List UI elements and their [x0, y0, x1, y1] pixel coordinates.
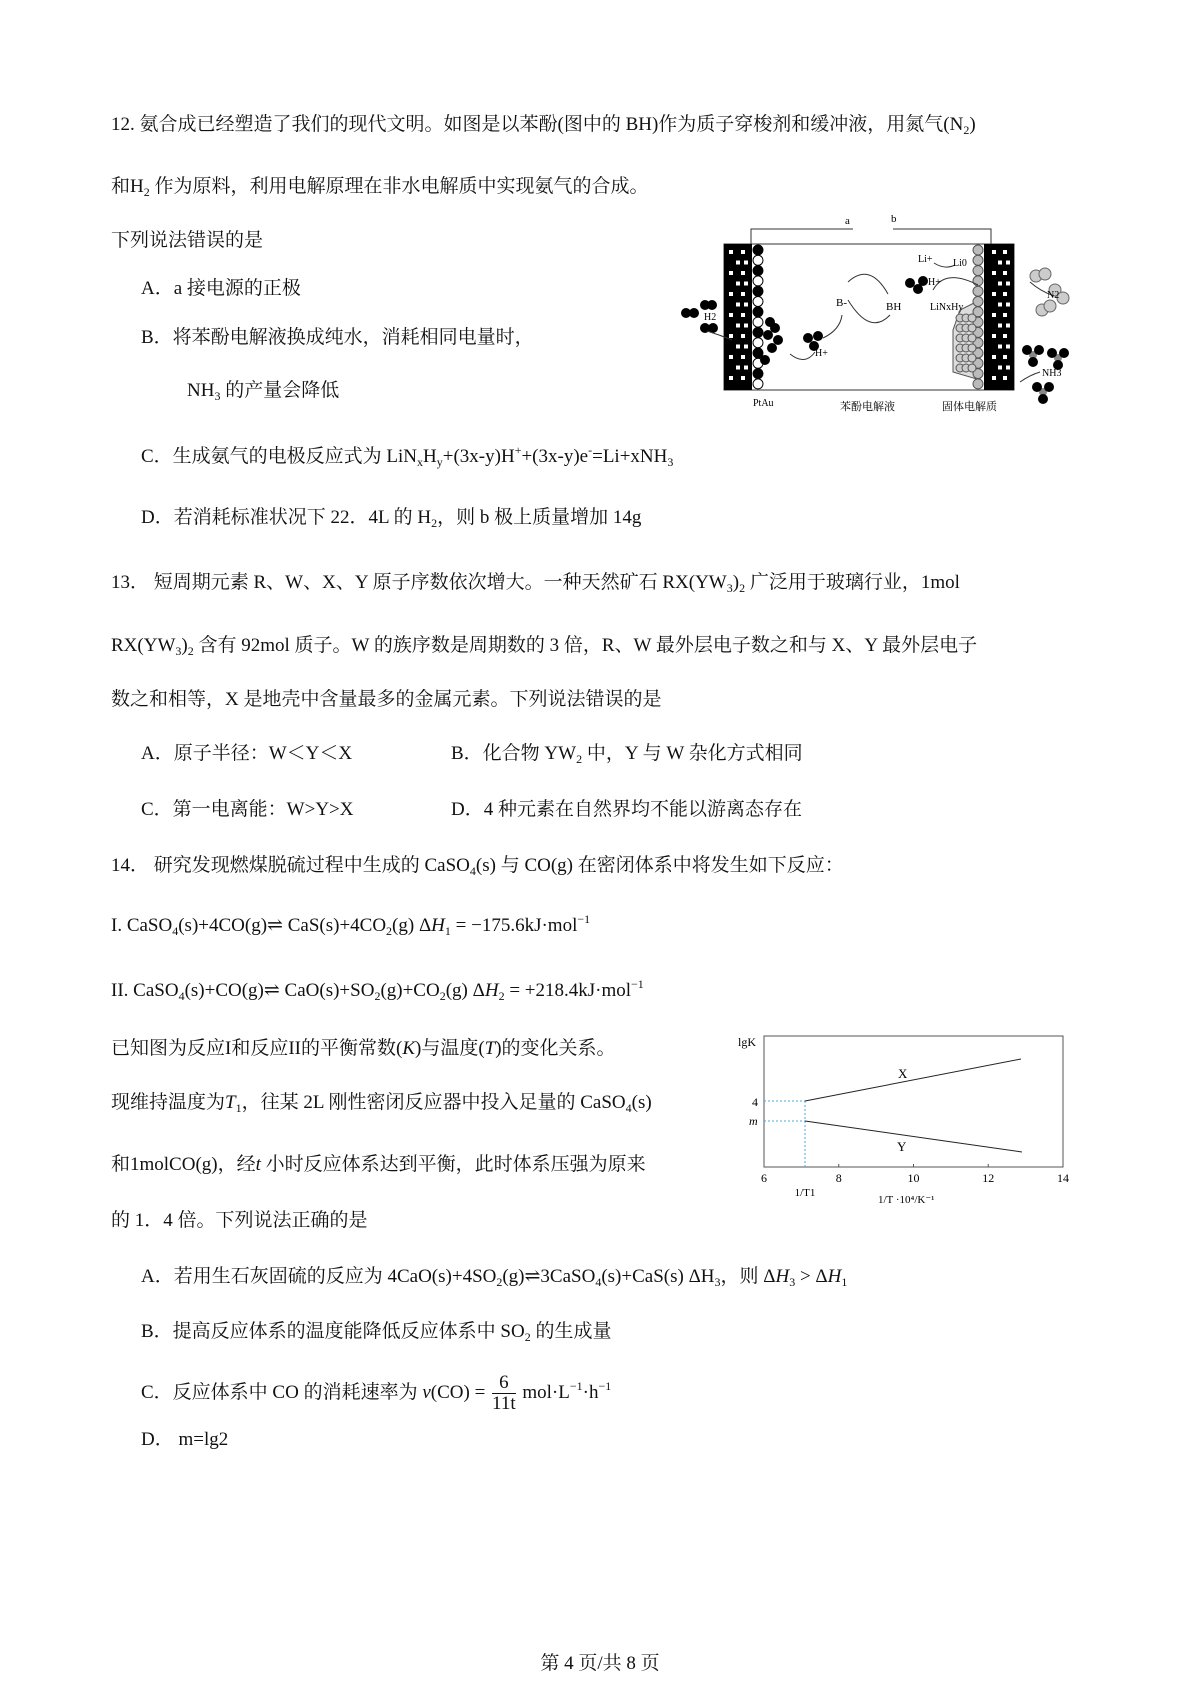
q12-option-c	[141, 444, 673, 470]
lgk-chart	[735, 1025, 1080, 1215]
pore	[729, 271, 733, 275]
h-atom	[707, 300, 717, 310]
text-segment: D． m=lg2	[141, 1429, 229, 1450]
q14-option-b	[141, 1319, 611, 1345]
subscript: 1	[841, 1275, 848, 1289]
q13-stem-1	[111, 570, 960, 596]
italic-symbol: H	[431, 915, 445, 936]
nh3-label: NH3	[1042, 368, 1062, 379]
bh-label: BH	[886, 301, 902, 313]
text-segment: ·h	[582, 1381, 599, 1403]
electrolyte-ball	[973, 286, 983, 296]
italic-symbol: H	[484, 980, 499, 1001]
subscript: 2	[524, 1330, 531, 1344]
n-atom	[1044, 300, 1056, 312]
x-tick-label: 8	[835, 1171, 842, 1185]
text-segment: 和1molCO(g)，经	[111, 1154, 256, 1175]
text-segment: 的生成量	[530, 1321, 612, 1342]
q13-stem-2	[111, 633, 977, 659]
linxhy-ball	[968, 354, 976, 362]
x-tick-label: 6	[761, 1171, 767, 1185]
wires	[751, 229, 991, 244]
y-tick-4: 4	[752, 1095, 758, 1109]
subscript: 2	[498, 989, 505, 1003]
h-atom	[773, 335, 783, 345]
catalyst-ball	[753, 286, 763, 296]
pore	[992, 334, 996, 338]
pore	[992, 376, 996, 380]
q14-stem-2	[111, 1036, 616, 1062]
electrolyte-ball	[973, 245, 983, 255]
h-atom	[767, 343, 777, 353]
text-segment: D．4 种元素在自然界均不能以游离态存在	[451, 799, 802, 820]
pore	[992, 355, 996, 359]
q12-prompt	[111, 228, 263, 254]
italic-symbol: v	[422, 1381, 431, 1403]
subscript: 4	[172, 924, 179, 938]
page-footer: 第 4 页/共 8 页	[540, 1653, 660, 1674]
pore	[729, 376, 733, 380]
text-segment: 12. 氨合成已经塑造了我们的现代文明。如图是以苯酚(图中的 BH)作为质子穿梭剂和缓冲液，用氮气(N	[111, 114, 964, 135]
text-segment: (s) 与 CO(g) 在密闭体系中将发生如下反应：	[475, 855, 844, 876]
h-atom	[1044, 382, 1054, 392]
text-segment: (s)+4CO(g)⇌ CaS(s)+4CO	[178, 915, 387, 936]
h2-label: H2	[704, 312, 717, 323]
catalyst-ball	[753, 369, 763, 379]
chart-frame	[764, 1036, 1063, 1167]
subscript: 3	[726, 581, 733, 595]
q12-stem-2	[111, 174, 649, 200]
h-atom	[1022, 345, 1032, 355]
h-atom	[1032, 382, 1042, 392]
series-x-line	[805, 1059, 1021, 1101]
text-segment: = −175.6kJ·mol	[450, 915, 578, 936]
x-axis-label: 1/T ·10⁴/K⁻¹	[878, 1194, 935, 1206]
q14-stem-5	[111, 1208, 368, 1234]
text-segment: (s)	[631, 1092, 652, 1113]
text-segment: ，往某 2L 刚性密闭反应器中投入足量的 CaSO	[241, 1092, 626, 1113]
b-minus-label: B-	[836, 297, 847, 309]
superscript: −1	[577, 912, 591, 926]
text-segment: II. CaSO	[111, 980, 179, 1001]
electrolyte-ball	[973, 379, 983, 389]
pore	[992, 292, 996, 296]
text-segment: 的 1．4 倍。下列说法正确的是	[111, 1210, 368, 1231]
text-segment: 14． 研究发现燃煤脱硫过程中生成的 CaSO	[111, 855, 470, 876]
electrolyte-ball	[973, 266, 983, 276]
pore	[741, 355, 745, 359]
linxhy-ball	[968, 324, 976, 332]
x-marker-label: 1/T1	[794, 1187, 816, 1199]
pore	[992, 271, 996, 275]
catalyst-ball	[753, 245, 763, 255]
pore	[741, 250, 745, 254]
h-atom	[813, 331, 823, 341]
pore	[998, 261, 1002, 265]
italic-symbol: H	[827, 1266, 842, 1287]
catalyst-ball	[753, 266, 763, 276]
pore	[1006, 282, 1010, 286]
pore	[729, 334, 733, 338]
superscript: −1	[598, 1378, 612, 1393]
subscript: y	[436, 455, 443, 469]
series-y-label: Y	[897, 1139, 907, 1154]
h-atom	[760, 355, 770, 365]
h-plus-left-label: H+	[815, 348, 828, 359]
pore	[729, 313, 733, 317]
text-segment: 现维持温度为	[111, 1092, 226, 1113]
superscript: +	[514, 443, 522, 457]
x-tick-label: 14	[1057, 1171, 1069, 1185]
x-tick-label: 12	[982, 1171, 995, 1185]
n-atom	[1039, 268, 1051, 280]
subscript: 4	[595, 1275, 602, 1289]
text-segment: 的产量会降低	[220, 380, 340, 401]
q14-reaction-2	[111, 978, 644, 1004]
text-segment: (g)⇌3CaSO	[502, 1266, 596, 1287]
text-segment: )	[181, 635, 188, 656]
pore	[736, 324, 740, 328]
text-segment: 中，Y 与 W 杂化方式相同	[582, 743, 803, 764]
h-atom	[1028, 357, 1038, 367]
pore	[1006, 345, 1010, 349]
ptau-label: PtAu	[753, 398, 774, 409]
linxhy-ball	[968, 344, 976, 352]
electrolyte-ball	[973, 255, 983, 265]
pore	[736, 303, 740, 307]
subscript: 2	[496, 1275, 503, 1289]
pore	[1006, 366, 1010, 370]
text-segment: D．若消耗标准状况下 22．4L 的 H	[141, 507, 432, 528]
pore	[1003, 376, 1007, 380]
pore	[1006, 303, 1010, 307]
h-atom	[803, 333, 813, 343]
pore	[736, 261, 740, 265]
phenol-electrolyte-label: 苯酚电解液	[840, 401, 895, 413]
catalyst-ball	[753, 255, 763, 265]
catalyst-ball	[753, 276, 763, 286]
pore	[1006, 324, 1010, 328]
subscript: 2	[576, 752, 583, 766]
pore	[998, 345, 1002, 349]
pore	[744, 303, 748, 307]
text-segment: 数之和相等，X 是地壳中含量最多的金属元素。下列说法错误的是	[111, 689, 662, 710]
pore	[741, 376, 745, 380]
linxhy-label: LiNxHy	[930, 302, 964, 313]
denominator: 11t	[492, 1393, 516, 1414]
electrolysis-diagram	[670, 205, 1100, 420]
h-atom	[689, 308, 699, 318]
linxhy-ball	[968, 314, 976, 322]
text-segment: 已知图为反应I和反应II的平衡常数(	[111, 1038, 403, 1059]
text-segment: mol·L	[517, 1381, 570, 1403]
q13-option-d	[451, 797, 802, 823]
y-tick-m: m	[749, 1114, 758, 1128]
subscript: 1	[235, 1101, 242, 1115]
q12-option-d	[141, 505, 641, 531]
text-segment: A．a 接电源的正极	[141, 278, 301, 299]
pore	[741, 334, 745, 338]
subscript: 2	[439, 989, 446, 1003]
pore	[729, 292, 733, 296]
q14-option-d	[141, 1427, 228, 1453]
superscript: −1	[569, 1378, 583, 1393]
pore	[1003, 334, 1007, 338]
pore	[1006, 261, 1010, 265]
q14-stem-1	[111, 853, 844, 879]
terminal-a-label: a	[845, 215, 850, 227]
pore	[741, 271, 745, 275]
q13-option-a	[141, 741, 352, 767]
electrolyte-ball	[973, 297, 983, 307]
q12-option-b-1	[141, 325, 534, 351]
pore	[744, 261, 748, 265]
h-atom	[770, 323, 780, 333]
subscript: x	[417, 455, 424, 469]
h-atom	[1047, 348, 1057, 358]
subscript: 2	[431, 516, 438, 530]
text-segment: B．提高反应体系的温度能降低反应体系中 SO	[141, 1321, 525, 1342]
text-segment: (g)+CO	[380, 980, 440, 1001]
text-segment: C．反应体系中 CO 的消耗速率为	[141, 1381, 423, 1403]
pore	[736, 345, 740, 349]
pore	[1003, 250, 1007, 254]
text-segment: B．将苯酚电解液换成纯水，消耗相同电量时，	[141, 327, 534, 348]
italic-symbol: T	[225, 1092, 236, 1113]
q12-option-a	[141, 276, 301, 302]
subscript: 2	[963, 123, 970, 137]
text-segment: (g) Δ	[392, 915, 432, 936]
text-segment: (CO) =	[430, 1381, 491, 1403]
text-segment: 作为原料，利用电解原理在非水电解质中实现氨气的合成。	[149, 176, 649, 197]
text-segment: )	[969, 114, 976, 135]
text-segment: H	[423, 446, 437, 467]
pore	[744, 282, 748, 286]
catalyst-ball	[753, 327, 763, 337]
solid-electrolyte-label: 固体电解质	[942, 401, 997, 413]
fraction	[492, 1373, 516, 1414]
text-segment: 广泛用于玻璃行业，1mol	[745, 572, 960, 593]
pore	[744, 366, 748, 370]
terminal-b-label: b	[891, 213, 897, 225]
pore	[998, 366, 1002, 370]
pore	[992, 250, 996, 254]
text-segment: )的变化关系。	[495, 1038, 616, 1059]
h-plus-right-label: H+	[928, 277, 941, 288]
text-segment: 下列说法错误的是	[111, 230, 264, 251]
numerator: 6	[492, 1373, 516, 1394]
text-segment: )	[732, 572, 740, 593]
text-segment: A．原子半径：W＜Y＜X	[141, 743, 353, 764]
q12-stem-1	[111, 112, 976, 138]
catalyst-ball	[753, 338, 763, 348]
subscript: 3	[175, 644, 182, 658]
li-plus-label: Li+	[918, 254, 933, 265]
text-segment: +(3x-y)e	[521, 446, 589, 467]
guide-lines	[764, 1101, 805, 1167]
text-segment: C．第一电离能：W>Y>X	[141, 799, 354, 820]
pore	[741, 313, 745, 317]
text-segment: NH	[187, 380, 215, 401]
catalyst-ball	[753, 317, 763, 327]
text-segment: =Li+xNH	[592, 446, 668, 467]
pore	[998, 303, 1002, 307]
subscript: 2	[386, 924, 393, 938]
series-y-line	[805, 1121, 1022, 1152]
q14-option-c	[141, 1372, 612, 1414]
pore	[1003, 313, 1007, 317]
pore	[741, 292, 745, 296]
subscript: 2	[187, 644, 194, 658]
li0-label: Li0	[953, 258, 967, 269]
q12-option-b-2	[187, 378, 339, 404]
subscript: 3	[714, 1275, 721, 1289]
n2-label: N2	[1047, 290, 1060, 301]
subscript: 3	[214, 389, 221, 403]
text-segment: 和H	[111, 176, 144, 197]
catalyst-ball	[753, 379, 763, 389]
text-segment: 含有 92mol 质子。W 的族序数是周期数的 3 倍，R、W 最外层电子数之和与 X、Y 最外层电子	[193, 635, 978, 656]
text-segment: )与温度(	[415, 1038, 485, 1059]
pore	[1003, 355, 1007, 359]
pore	[729, 355, 733, 359]
linxhy-ball	[968, 364, 976, 372]
pore	[998, 282, 1002, 286]
pore	[744, 345, 748, 349]
q14-option-a	[141, 1264, 847, 1290]
series-x-label: X	[898, 1066, 908, 1081]
subscript: 4	[178, 989, 185, 1003]
h-atom	[905, 278, 915, 288]
pore	[729, 250, 733, 254]
italic-symbol: H	[775, 1266, 790, 1287]
text-segment: B．化合物 YW	[451, 743, 577, 764]
text-segment: (g) Δ	[445, 980, 485, 1001]
pore	[736, 366, 740, 370]
catalyst-ball	[753, 297, 763, 307]
pore	[736, 282, 740, 286]
subscript: 2	[739, 581, 746, 595]
q14-reaction-1	[111, 913, 590, 939]
text-segment: A．若用生石灰固硫的反应为 4CaO(s)+4SO	[141, 1266, 497, 1287]
text-segment: ，则 Δ	[720, 1266, 776, 1287]
x-tick-label: 10	[907, 1171, 920, 1185]
text-segment: ，则 b 极上质量增加 14g	[437, 507, 642, 528]
pore	[1003, 292, 1007, 296]
subscript: 2	[143, 185, 150, 199]
q13-stem-3	[111, 687, 661, 713]
q14-stem-4	[111, 1152, 646, 1178]
h-atom	[1034, 345, 1044, 355]
text-segment: = +218.4kJ·mol	[504, 980, 632, 1001]
pore	[1003, 271, 1007, 275]
electrolyte-ball	[973, 276, 983, 286]
italic-symbol: t	[255, 1154, 261, 1175]
subscript: 4	[469, 864, 476, 878]
linxhy-ball	[968, 334, 976, 342]
italic-symbol: K	[402, 1038, 415, 1059]
text-segment: (s)+CaS(s) ΔH	[601, 1266, 715, 1287]
subscript: 1	[444, 924, 451, 938]
subscript: 3	[789, 1275, 796, 1289]
text-segment: +(3x-y)H	[442, 446, 515, 467]
pore	[992, 313, 996, 317]
text-segment: C．生成氨气的电极反应式为 LiN	[141, 446, 418, 467]
q13-option-b	[451, 741, 803, 767]
text-segment: 13． 短周期元素 R、W、X、Y 原子序数依次增大。一种天然矿石 RX(YW	[111, 572, 727, 593]
text-segment: (s)+CO(g)⇌ CaO(s)+SO	[184, 980, 375, 1001]
text-segment: 小时反应体系达到平衡，此时体系压强为原来	[260, 1154, 646, 1175]
y-axis-label: lgK	[738, 1035, 756, 1049]
h-atom	[1059, 348, 1069, 358]
q14-stem-3	[111, 1090, 652, 1116]
pore	[998, 324, 1002, 328]
catalyst-ball	[753, 307, 763, 317]
h-atom	[918, 276, 928, 286]
pore	[744, 324, 748, 328]
subscript: 3	[667, 455, 674, 469]
text-segment: > Δ	[795, 1266, 828, 1287]
text-segment: I. CaSO	[111, 915, 173, 936]
h-atom	[1038, 394, 1048, 404]
subscript: 4	[625, 1101, 632, 1115]
text-segment: RX(YW	[111, 635, 176, 656]
superscript: -	[588, 443, 593, 457]
superscript: −1	[631, 977, 644, 991]
q13-option-c	[141, 797, 353, 823]
subscript: 2	[374, 989, 381, 1003]
italic-symbol: T	[484, 1038, 496, 1059]
